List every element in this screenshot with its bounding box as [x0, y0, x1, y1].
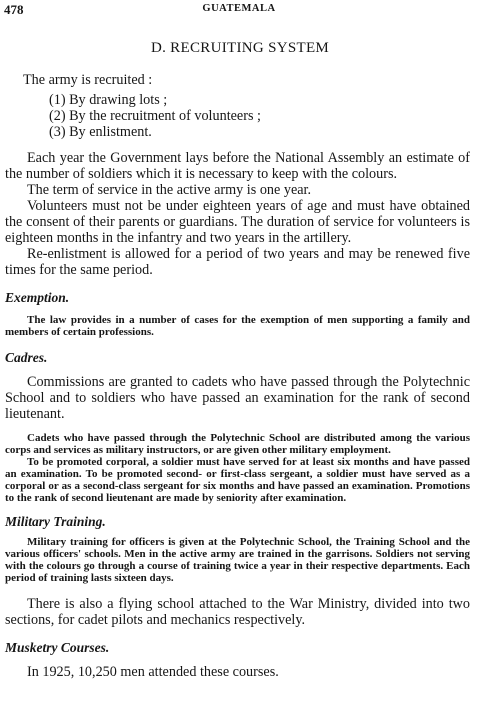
paragraph-term: The term of service in the active army is one year.	[27, 182, 312, 198]
page-header	[4, 2, 474, 18]
section-title: D. RECRUITING SYSTEM	[150, 40, 330, 56]
heading-exemption: Exemption.	[5, 290, 70, 305]
paragraph-commissions: Commissions are granted to cadets who have passed through the Polytechnic School and to soldiers who have passed an examination for the rank of second lieutenant.	[5, 374, 470, 422]
recruitment-methods-list	[49, 92, 470, 140]
paragraph-reenlistment: Re-enlistment is allowed for a period of two years and may be renewed five times for the same period.	[5, 246, 470, 278]
list-item: (1) By drawing lots ;	[49, 92, 168, 108]
paragraph-training: Military training for officers is given at the Polytechnic School, the Training School and the various officers' schools. Men in the active army are trained in the garrisons. Soldiers not serving with the colours go through a course of training twice a year in their respective departments. Each period of training lasts sixteen days.	[5, 536, 470, 584]
heading-musketry: Musketry Courses.	[5, 640, 110, 655]
paragraph-exemption: The law provides in a number of cases for the exemption of men supporting a family and members of certain professions.	[5, 314, 470, 338]
intro-line: The army is recruited :	[23, 72, 153, 88]
running-title: GUATEMALA	[202, 3, 276, 14]
list-item: (2) By the recruitment of volunteers ;	[49, 108, 261, 124]
paragraph-cadets: Cadets who have passed through the Polytechnic School are distributed among the various corps and services as military instructors, or are given other military employment.	[5, 432, 470, 456]
paragraph-musketry-partial: In 1925, 10,250 men attended these courses.	[27, 664, 279, 680]
paragraph-promotions: To be promoted corporal, a soldier must have served for at least six months and have passed an examination. To be promoted second- or first-class sergeant, a soldier must have served as a corporal or as a second-class sergeant for six months and have passed an examination. Promotions to the rank of second lieutenant are made by seniority after examination.	[5, 456, 470, 504]
page-number: 478	[4, 2, 24, 17]
heading-cadres: Cadres.	[5, 350, 48, 365]
paragraph-estimate: Each year the Government lays before the National Assembly an estimate of the number of soldiers which it is necessary to keep with the colours.	[5, 150, 470, 182]
list-item: (3) By enlistment.	[49, 124, 152, 140]
page-body	[5, 72, 470, 680]
paragraph-volunteers: Volunteers must not be under eighteen years of age and must have obtained the consent of their parents or guardians. The duration of service for volunteers is eighteen months in the infantry and two years in the artillery.	[5, 198, 470, 246]
paragraph-flying-school: There is also a flying school attached to the War Ministry, divided into two sections, for cadet pilots and mechanics respectively.	[5, 596, 470, 628]
heading-military-training: Military Training.	[5, 514, 106, 529]
